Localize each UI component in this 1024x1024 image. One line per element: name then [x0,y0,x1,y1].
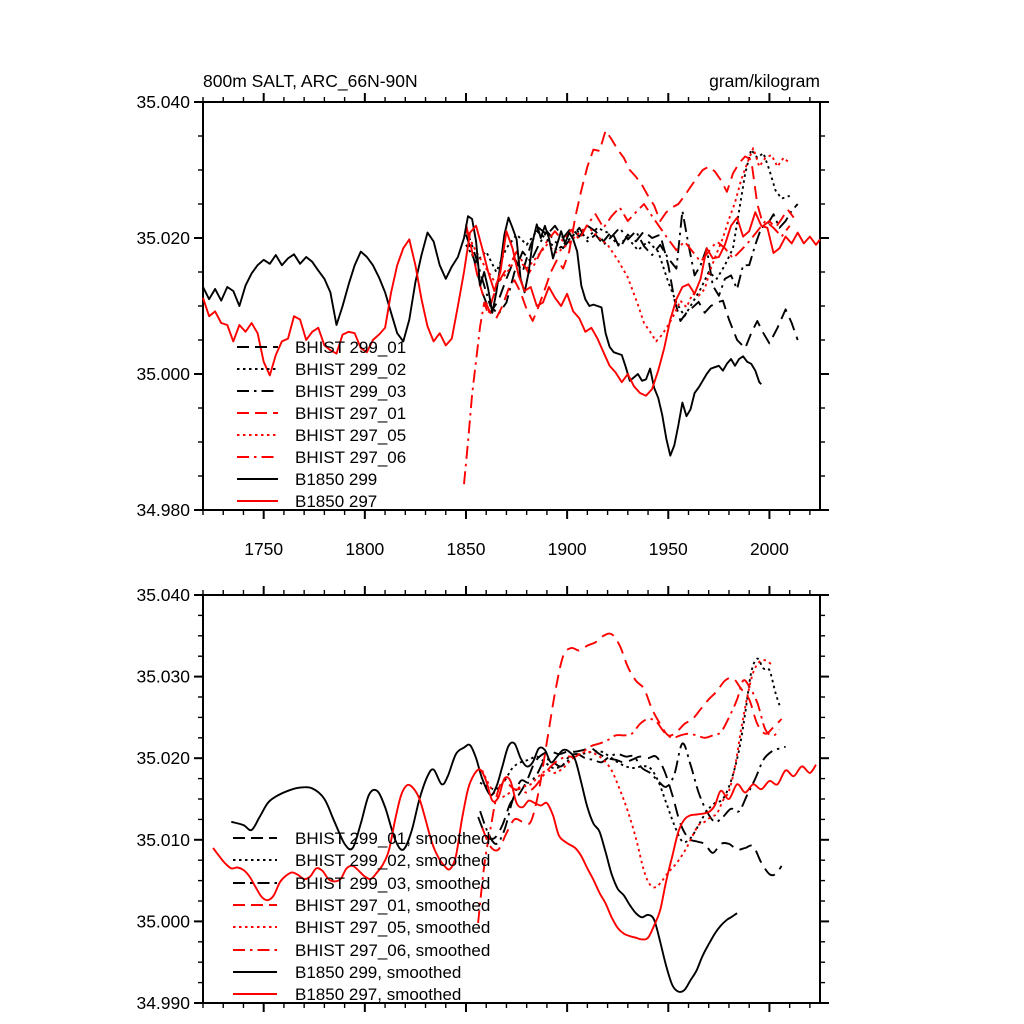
x-tick-label: 1800 [345,539,385,559]
legend-label: B1850 299, smoothed [295,963,462,982]
y-tick-label: 35.020 [136,748,190,769]
legend-label: BHIST 297_01, smoothed [295,896,491,915]
legend-label: BHIST 297_06, smoothed [295,941,491,960]
y-tick-label: 35.030 [136,666,190,687]
legend [237,338,406,511]
y-tick-label: 34.980 [136,500,190,520]
series-line-bhist-297-01 [466,131,794,321]
panel-bottom [136,585,829,1013]
y-tick-label: 35.000 [136,911,190,932]
legend-label: BHIST 299_02, smoothed [295,851,491,870]
legend-label: BHIST 297_01 [295,404,407,423]
legend-label: BHIST 299_03 [295,382,407,401]
y-tick-label: 35.040 [136,585,190,605]
y-tick-label: 34.990 [136,993,190,1013]
series-line-bhist-297-05-smoothed [482,660,771,887]
legend-label: BHIST 297_05, smoothed [295,918,491,937]
legend-label: B1850 297, smoothed [295,985,462,1004]
series-line-bhist-297-01-smoothed [482,634,781,851]
series-line-bhist-299-01-smoothed [478,748,781,875]
legend-label: BHIST 299_02 [295,360,407,379]
x-tick-label: 1950 [648,539,688,559]
x-tick-label: 2000 [749,539,789,559]
chart-units-label: gram/kilogram [709,71,820,91]
series-line-bhist-297-06-smoothed [478,680,779,923]
legend-label: B1850 299 [295,470,378,489]
legend-label: BHIST 299_01 [295,338,407,357]
legend-label: BHIST 299_01, smoothed [295,829,491,848]
legend [233,829,490,1004]
y-tick-label: 35.040 [136,92,190,112]
x-axis [203,93,810,559]
y-tick-label: 35.020 [136,228,190,248]
y-tick-label: 35.010 [136,829,190,850]
chart-title: 800m SALT, ARC_66N-90N [203,71,418,91]
legend-label: BHIST 299_03, smoothed [295,874,491,893]
panel-top [136,92,829,559]
x-tick-label: 1900 [547,539,587,559]
legend-label: B1850 297 [295,492,378,511]
x-tick-label: 1850 [446,539,486,559]
series-line-bhist-297-05 [466,148,790,341]
x-tick-label: 1750 [244,539,284,559]
legend-label: BHIST 297_05 [295,426,407,445]
legend-label: BHIST 297_06 [295,448,407,467]
y-tick-label: 35.000 [136,364,190,384]
